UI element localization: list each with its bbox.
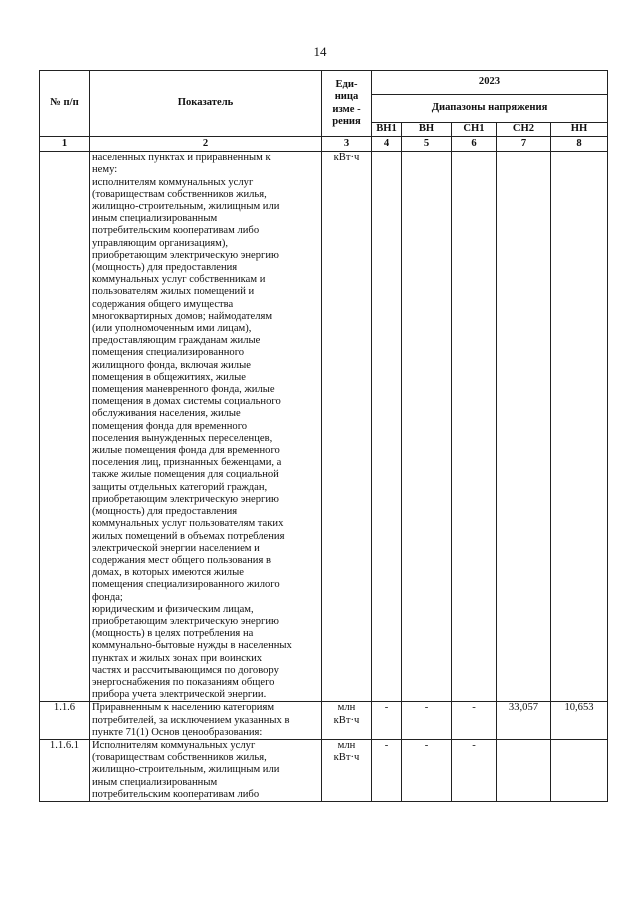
indicator-line: иным специализированным (92, 776, 218, 788)
indicator-line: пунктах и жилых зонах при воинских (92, 652, 263, 664)
header-ranges: Диапазоны напряжения (372, 95, 608, 123)
header-sn2: СН2 (497, 123, 551, 137)
header-nn: НН (551, 123, 608, 137)
indicator-line: пользователям жилых помещений и (92, 286, 255, 298)
indicator-line: прибора учета электрической энергии. (92, 689, 267, 701)
indicator-line: коммунальных услуг собственникам и (92, 274, 266, 286)
column-number: 8 (551, 137, 608, 152)
indicator-line: иным специализированным (92, 213, 218, 225)
value-cell: 10,653 (551, 702, 608, 740)
table-row (40, 152, 608, 702)
indicator-line: (мощность) для предоставления (92, 506, 238, 518)
header-unit: Еди- ница изме - рения (322, 71, 372, 137)
indicator-line: обслуживания населения, жилые (92, 408, 241, 420)
indicator-line: защиты отдельных категорий граждан, (92, 481, 268, 493)
column-number: 4 (372, 137, 402, 152)
indicator-line: жилых помещений в объемах потребления (92, 530, 285, 542)
value-cell (402, 152, 452, 702)
header-num: № п/п (40, 71, 90, 137)
value-cell (497, 739, 551, 801)
indicator-line: электрической энергии населением и (92, 542, 260, 554)
indicator-line: частях и рассчитывающимся по договору (92, 664, 279, 676)
column-number: 7 (497, 137, 551, 152)
indicator-line: нему: (92, 164, 118, 176)
data-table (39, 70, 608, 802)
indicator-line: помещения специализированного (92, 347, 245, 359)
column-number: 2 (90, 137, 322, 152)
indicator-line: энергоснабжения по показаниям общего (92, 676, 275, 688)
indicator-line: домах, в которых имеются жилые (92, 567, 244, 579)
row-number (40, 152, 90, 702)
indicator-cell (90, 702, 322, 740)
indicator-line: (товариществам собственников жилья, (92, 188, 267, 200)
indicator-line: жилищно-строительным, жилищным или (92, 764, 280, 776)
indicator-line: жилые помещения фонда для временного (92, 445, 280, 457)
value-cell: - (372, 702, 402, 740)
unit-cell: кВт·ч (322, 152, 372, 702)
column-number: 1 (40, 137, 90, 152)
indicator-line: потребительским кооперативам либо (92, 788, 260, 800)
indicator-line: потребительским кооперативам либо (92, 225, 260, 237)
indicator-line: (или уполномоченным ими лицам), (92, 323, 252, 335)
indicator-line: Приравненным к населению категориям (92, 702, 275, 714)
indicator-line: приобретающим электрическую энергию (92, 493, 279, 505)
header-vn1: ВН1 (372, 123, 402, 137)
row-number: 1.1.6 (40, 702, 90, 740)
indicator-line: помещения маневренного фонда, жилые (92, 384, 275, 396)
table-row (40, 702, 608, 740)
value-cell (497, 152, 551, 702)
indicator-line: фонда; (92, 591, 123, 603)
page-number: 14 (313, 44, 327, 59)
indicator-line: жилищного фонда, включая жилые (92, 359, 251, 371)
indicator-cell (90, 152, 322, 702)
indicator-line: населенных пунктах и приравненным к (92, 152, 271, 164)
value-cell (551, 739, 608, 801)
indicator-line: помещения специализированного жилого (92, 579, 280, 591)
value-cell: - (402, 739, 452, 801)
indicator-line: содержания общего имущества (92, 298, 234, 310)
indicator-line: предоставляющим гражданам жилые (92, 335, 261, 347)
value-cell: - (402, 702, 452, 740)
table-row (40, 739, 608, 801)
value-cell (372, 152, 402, 702)
indicator-line: также жилые помещения для социальной (92, 469, 279, 481)
header-vn: ВН (402, 123, 452, 137)
indicator-line: жилищно-строительным, жилищным или (92, 201, 280, 213)
indicator-line: поселения лиц, признанных беженцами, а (92, 457, 282, 469)
column-number: 3 (322, 137, 372, 152)
header-sn1: СН1 (452, 123, 497, 137)
indicator-line: коммунальных услуг пользователям таких (92, 518, 284, 530)
value-cell: - (372, 739, 402, 801)
indicator-line: Исполнителям коммунальных услуг (92, 739, 256, 751)
indicator-line: многоквартирных домов; наймодателям (92, 310, 273, 322)
indicator-line: (мощность) в целях потребления на (92, 628, 254, 640)
value-cell: - (452, 739, 497, 801)
indicator-line: приобретающим электрическую энергию (92, 249, 279, 261)
indicator-line: потребителей, за исключением указанных в (92, 714, 290, 726)
indicator-line: помещения фонда для временного (92, 420, 248, 432)
value-cell: - (452, 702, 497, 740)
unit-cell: млн кВт·ч (322, 702, 372, 740)
column-number: 6 (452, 137, 497, 152)
indicator-line: поселения вынужденных переселенцев, (92, 432, 273, 444)
indicator-line: управляющим организациям), (92, 237, 229, 249)
column-number: 5 (402, 137, 452, 152)
indicator-line: (мощность) для предоставления (92, 262, 238, 274)
indicator-line: исполнителям коммунальных услуг (92, 176, 254, 188)
value-cell: 33,057 (497, 702, 551, 740)
unit-cell: млн кВт·ч (322, 739, 372, 801)
header-indicator: Показатель (90, 71, 322, 137)
indicator-line: пункте 71(1) Основ ценообразования: (92, 726, 263, 738)
indicator-line: приобретающим электрическую энергию (92, 615, 279, 627)
indicator-line: содержания мест общего пользования в (92, 554, 271, 566)
value-cell (551, 152, 608, 702)
indicator-line: помещения в домах системы социального (92, 396, 281, 408)
table-body (40, 152, 608, 802)
indicator-line: юридическим и физическим лицам, (92, 603, 254, 615)
indicator-line: (товариществам собственников жилья, (92, 752, 267, 764)
row-number: 1.1.6.1 (40, 739, 90, 801)
value-cell (452, 152, 497, 702)
indicator-cell (90, 739, 322, 801)
indicator-line: коммунально-бытовые нужды в населенных (92, 640, 292, 652)
indicator-line: помещения в общежитиях, жилые (92, 371, 246, 383)
header-year: 2023 (372, 71, 608, 95)
